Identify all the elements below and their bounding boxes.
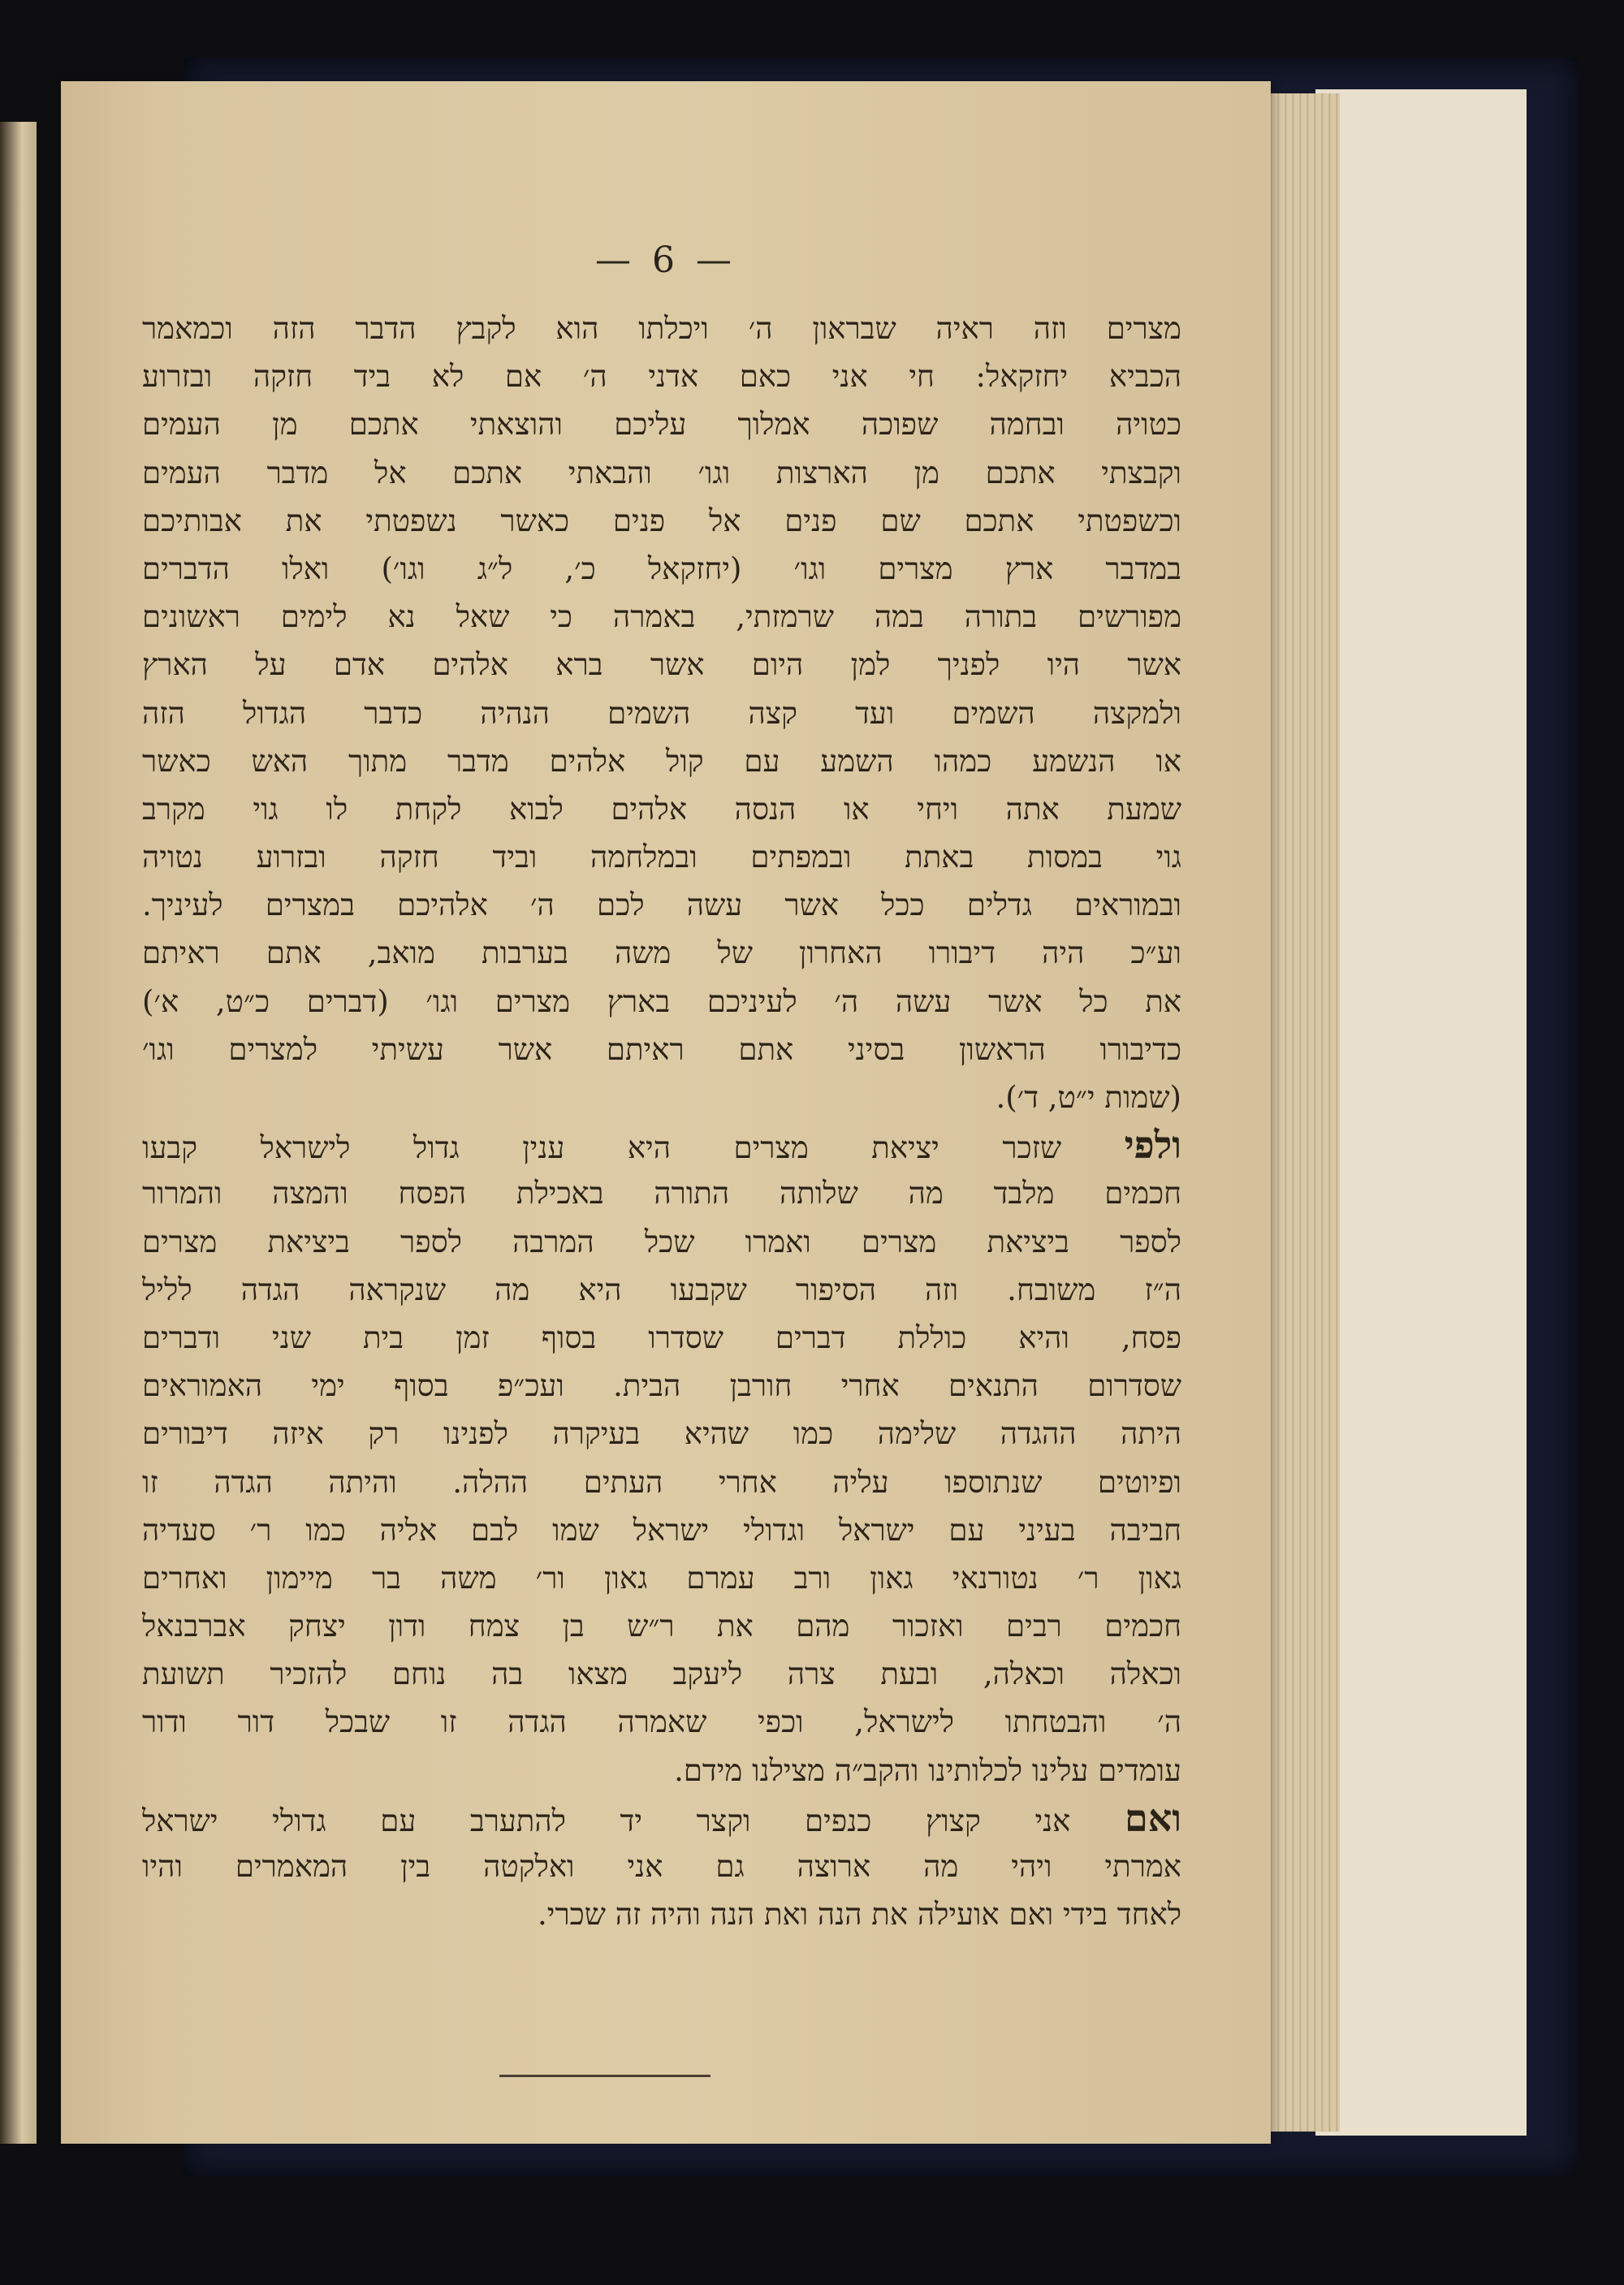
text-line: ובמוראים גדלים ככל אשר עשה לכם ה׳ אלהיכם במצרים לעיניך. [142, 888, 1181, 923]
lead-word: ואם [1124, 1795, 1181, 1840]
text-line: ה״ז משובח. וזה הסיפור שקבעו היא מה שנקראה הגדה לליל [142, 1272, 1181, 1307]
text-line: עומדים עלינו לכלותינו והקב״ה מצילנו מידם. [674, 1752, 1181, 1788]
text-line: מפורשים בתורה במה שרמזתי, באמרה כי שאל נא לימים ראשונים [142, 599, 1181, 635]
text-line: כדיבורו הראשון בסיני אתם ראיתם אשר עשיתי למצרים וגו׳ [142, 1031, 1181, 1067]
text-line: לספר ביציאת מצרים ואמרו שכל המרבה לספר ביציאת מצרים [142, 1224, 1181, 1259]
facing-page-edge [0, 122, 37, 2144]
text-line: חכמים רבים ואזכור מהם את ר״ש בן צמח ודון יצחק אברבנאל [142, 1609, 1181, 1644]
text-line: אשר היו לפניך למן היום אשר ברא אלהים אדם על הארץ [142, 647, 1181, 683]
text-line: במדבר ארץ מצרים וגו׳ (יחזקאל כ׳, ל״ג וגו׳) ואלו הדברים [142, 551, 1181, 586]
text-line: ולמקצה השמים ועד קצה השמים הנהיה כדבר הגדול הזה [142, 695, 1181, 731]
paragraph-1 [142, 305, 1181, 1121]
paragraph-3 [142, 1795, 1181, 1939]
text-line: את כל אשר עשה ה׳ לעיניכם בארץ מצרים וגו׳ (דברים כ״ט, א׳) [142, 983, 1181, 1019]
text-line-lead [142, 1795, 1181, 1842]
bottom-rule [499, 2075, 710, 2077]
page-number: — 6 — [595, 240, 736, 281]
text-line: אמרתי ויהי מה ארוצה גם אני ואלקטה בין המאמרים והיו [142, 1849, 1181, 1884]
text-line: חכמים מלבד מה שלותה התורה באכילת הפסח והמצה והמרור [142, 1176, 1181, 1212]
end-paper [1315, 89, 1527, 2136]
lead-word: ולפי [1124, 1123, 1181, 1168]
text-line: ה׳ והבטחתו לישראל, וכפי שאמרה הגדה זו שבכל דור ודור [142, 1704, 1181, 1740]
text-line: או הנשמע כמהו השמע עם קול אלהים מדבר מתוך האש כאשר [142, 743, 1181, 779]
page-text [142, 305, 1181, 1938]
text-line: לאחד בידי ואם אועילה את הנה ואת הנה והיה זה שכרי. [538, 1897, 1181, 1933]
text-line: כטויה ובחמה שפוכה אמלוך עליכם והוצאתי אתכם מן העמים [142, 407, 1181, 443]
text-line: (שמות י״ט, ד׳). [996, 1080, 1181, 1115]
lead-line-rest: אני קצוץ כנפים וקצר יד להתערב עם גדולי ישראל [142, 1803, 1071, 1838]
text-line: שמעת אתה ויחי או הנסה אלהים לבוא לקחת לו גוי מקרב [142, 791, 1181, 827]
text-line: וקבצתי אתכם מן הארצות וגו׳ והבאתי אתכם אל מדבר העמים [142, 455, 1181, 490]
text-line: ופיוטים שנתוספו עליה אחרי העתים ההלה. והיתה הגדה זו [142, 1464, 1181, 1500]
text-line: פסח, והיא כוללת דברים שסדרו בסוף זמן בית שני ודברים [142, 1320, 1181, 1355]
text-line: שסדרום התנאים אחרי חורבן הבית. ועכ״פ בסוף ימי האמוראים [142, 1368, 1181, 1404]
text-line: מצרים וזה ראיה שבראון ה׳ ויכלתו הוא לקבץ הדבר הזה וכמאמר [142, 311, 1181, 346]
paragraph-2 [142, 1121, 1181, 1795]
text-line: וכשפטתי אתכם שם פנים אל פנים כאשר נשפטתי את אבותיכם [142, 503, 1181, 538]
text-line: וכאלה וכאלה, ובעת צרה ליעקב מצאו בה נוחם להזכיר תשועת [142, 1657, 1181, 1692]
book-page [61, 81, 1271, 2144]
text-line-lead [142, 1121, 1181, 1169]
text-line: גאון ר׳ נטורנאי גאון ורב עמרם גאון ור׳ משה בר מיימון ואחרים [142, 1560, 1181, 1596]
text-line: גוי במסות באתת ובמפתים ובמלחמה וביד חזקה ובזרוע נטויה [142, 840, 1181, 875]
text-line: חביבה בעיני עם ישראל וגדולי ישראל שמו לבם אליה כמו ר׳ סעדיה [142, 1512, 1181, 1548]
text-line: וע״כ היה דיבורו האחרון של משה בערבות מואב, אתם ראיתם [142, 935, 1181, 971]
text-line: היתה ההגדה שלימה כמו שהיא בעיקרה לפנינו רק איזה דיבורים [142, 1416, 1181, 1452]
lead-line-rest: שזכר יציאת מצרים היא ענין גדול לישראל קבעו [142, 1130, 1062, 1166]
text-line: הכביא יחזקאל: חי אני כאם אדני ה׳ אם לא ביד חזקה ובזרוע [142, 359, 1181, 395]
